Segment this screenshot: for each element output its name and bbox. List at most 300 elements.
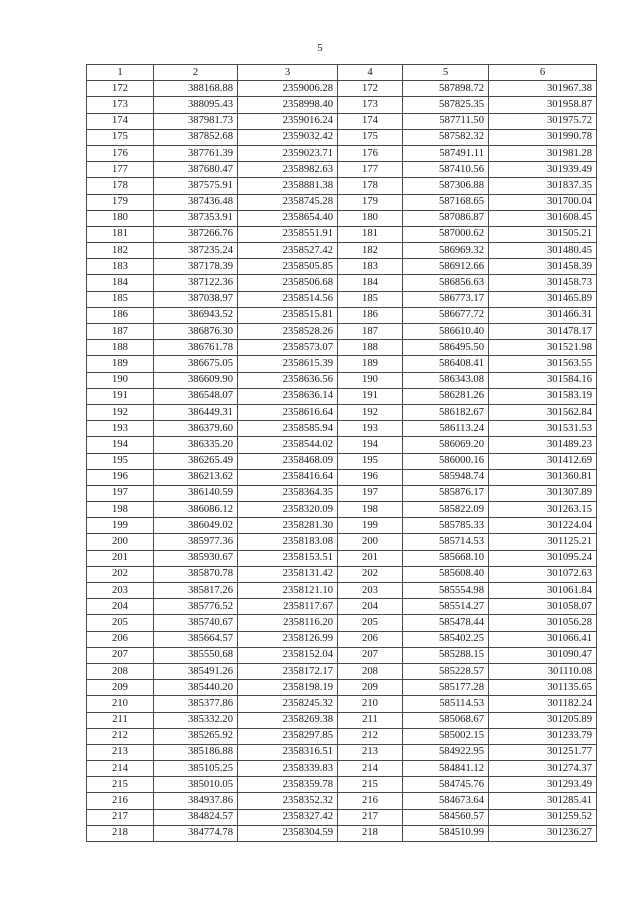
table-cell: 387436.48: [154, 194, 238, 210]
table-cell: 176: [338, 145, 403, 161]
table-cell: 587000.62: [403, 226, 489, 242]
table-cell: 2359006.28: [238, 81, 338, 97]
table-cell: 301205.89: [489, 712, 597, 728]
table-cell: 204: [338, 599, 403, 615]
table-cell: 190: [338, 372, 403, 388]
table-cell: 586495.50: [403, 340, 489, 356]
table-cell: 173: [338, 97, 403, 113]
table-row: [87, 421, 597, 437]
table-cell: 199: [338, 518, 403, 534]
table-cell: 587168.65: [403, 194, 489, 210]
table-cell: 2358327.42: [238, 809, 338, 825]
table-cell: 213: [338, 744, 403, 760]
table-cell: 386213.62: [154, 469, 238, 485]
table-cell: 385186.88: [154, 744, 238, 760]
table-row: [87, 194, 597, 210]
table-row: [87, 469, 597, 485]
table-cell: 585002.15: [403, 728, 489, 744]
table-cell: 189: [338, 356, 403, 372]
table-cell: 388095.43: [154, 97, 238, 113]
table-cell: 586281.26: [403, 388, 489, 404]
table-row: [87, 97, 597, 113]
table-cell: 386876.30: [154, 324, 238, 340]
column-header: 5: [403, 65, 489, 81]
table-cell: 182: [87, 243, 154, 259]
table-cell: 207: [338, 647, 403, 663]
table-cell: 586969.32: [403, 243, 489, 259]
table-row: [87, 275, 597, 291]
table-cell: 184: [338, 275, 403, 291]
table-cell: 585228.57: [403, 663, 489, 679]
table-row: [87, 615, 597, 631]
table-row: [87, 453, 597, 469]
table-cell: 301489.23: [489, 437, 597, 453]
table-cell: 387353.91: [154, 210, 238, 226]
table-row: [87, 113, 597, 129]
table-cell: 386140.59: [154, 485, 238, 501]
table-cell: 176: [87, 145, 154, 161]
table-cell: 386086.12: [154, 502, 238, 518]
table-cell: 198: [87, 502, 154, 518]
table-cell: 585876.17: [403, 485, 489, 501]
table-cell: 587306.88: [403, 178, 489, 194]
table-cell: 386609.90: [154, 372, 238, 388]
table-cell: 301583.19: [489, 388, 597, 404]
table-cell: 2358339.83: [238, 761, 338, 777]
table-cell: 207: [87, 647, 154, 663]
table-row: [87, 324, 597, 340]
table-cell: 301090.47: [489, 647, 597, 663]
table-row: [87, 647, 597, 663]
table-cell: 174: [87, 113, 154, 129]
table-cell: 177: [87, 162, 154, 178]
table-cell: 301412.69: [489, 453, 597, 469]
table-cell: 301251.77: [489, 744, 597, 760]
table-cell: 301135.65: [489, 680, 597, 696]
table-cell: 385332.20: [154, 712, 238, 728]
table-cell: 2358527.42: [238, 243, 338, 259]
table-cell: 301066.41: [489, 631, 597, 647]
table-cell: 2358515.81: [238, 307, 338, 323]
table-row: [87, 243, 597, 259]
table-cell: 587086.87: [403, 210, 489, 226]
table-cell: 2358245.32: [238, 696, 338, 712]
table-row: [87, 291, 597, 307]
table-cell: 301584.16: [489, 372, 597, 388]
table-row: [87, 259, 597, 275]
table-cell: 584745.76: [403, 777, 489, 793]
table-cell: 386943.52: [154, 307, 238, 323]
table-cell: 2358551.91: [238, 226, 338, 242]
table-row: [87, 744, 597, 760]
table-cell: 181: [338, 226, 403, 242]
table-cell: 385265.92: [154, 728, 238, 744]
table-cell: 301608.45: [489, 210, 597, 226]
table-row: [87, 226, 597, 242]
table-cell: 216: [87, 793, 154, 809]
table-cell: 587410.56: [403, 162, 489, 178]
table-row: [87, 825, 597, 841]
table-cell: 218: [87, 825, 154, 841]
table-cell: 301531.53: [489, 421, 597, 437]
table-cell: 387122.36: [154, 275, 238, 291]
table-cell: 204: [87, 599, 154, 615]
table-cell: 193: [338, 421, 403, 437]
table-row: [87, 356, 597, 372]
table-row: [87, 388, 597, 404]
table-cell: 585114.53: [403, 696, 489, 712]
table-cell: 2359023.71: [238, 145, 338, 161]
table-cell: 301182.24: [489, 696, 597, 712]
table-cell: 585554.98: [403, 583, 489, 599]
column-header: 4: [338, 65, 403, 81]
table-row: [87, 793, 597, 809]
table-cell: 385870.78: [154, 566, 238, 582]
table-cell: 181: [87, 226, 154, 242]
table-cell: 174: [338, 113, 403, 129]
table-cell: 586773.17: [403, 291, 489, 307]
table-cell: 206: [338, 631, 403, 647]
table-header-row: [87, 65, 597, 81]
table-cell: 2358198.19: [238, 680, 338, 696]
table-cell: 586856.63: [403, 275, 489, 291]
table-cell: 584510.99: [403, 825, 489, 841]
table-cell: 2358152.04: [238, 647, 338, 663]
table-row: [87, 583, 597, 599]
table-cell: 301458.39: [489, 259, 597, 275]
table-cell: 386379.60: [154, 421, 238, 437]
table-row: [87, 663, 597, 679]
table-cell: 2358998.40: [238, 97, 338, 113]
table-cell: 2358615.39: [238, 356, 338, 372]
table-cell: 586000.16: [403, 453, 489, 469]
table-cell: 194: [87, 437, 154, 453]
table-cell: 188: [87, 340, 154, 356]
table-row: [87, 518, 597, 534]
table-row: [87, 566, 597, 582]
table-cell: 2358616.64: [238, 404, 338, 420]
table-cell: 587582.32: [403, 129, 489, 145]
table-cell: 193: [87, 421, 154, 437]
table-cell: 586408.41: [403, 356, 489, 372]
table-cell: 584560.57: [403, 809, 489, 825]
table-cell: 2358573.07: [238, 340, 338, 356]
table-cell: 195: [338, 453, 403, 469]
table-cell: 211: [338, 712, 403, 728]
table-row: [87, 502, 597, 518]
table-row: [87, 534, 597, 550]
table-cell: 2358982.63: [238, 162, 338, 178]
table-cell: 2358364.35: [238, 485, 338, 501]
table-row: [87, 761, 597, 777]
table-cell: 189: [87, 356, 154, 372]
table-cell: 301521.98: [489, 340, 597, 356]
table-cell: 2358468.09: [238, 453, 338, 469]
table-cell: 301458.73: [489, 275, 597, 291]
table-cell: 385010.05: [154, 777, 238, 793]
table-cell: 387266.76: [154, 226, 238, 242]
table-cell: 2358131.42: [238, 566, 338, 582]
table-row: [87, 712, 597, 728]
table-cell: 196: [87, 469, 154, 485]
table-row: [87, 404, 597, 420]
table-cell: 215: [87, 777, 154, 793]
table-row: [87, 680, 597, 696]
table-cell: 208: [338, 663, 403, 679]
table-cell: 2358654.40: [238, 210, 338, 226]
table-cell: 388168.88: [154, 81, 238, 97]
table-cell: 202: [87, 566, 154, 582]
table-cell: 211: [87, 712, 154, 728]
table-cell: 203: [338, 583, 403, 599]
table-cell: 301233.79: [489, 728, 597, 744]
table-cell: 2358359.78: [238, 777, 338, 793]
table-row: [87, 129, 597, 145]
table-cell: 301981.28: [489, 145, 597, 161]
table-cell: 2358505.85: [238, 259, 338, 275]
table-cell: 218: [338, 825, 403, 841]
table-cell: 185: [87, 291, 154, 307]
table-cell: 587711.50: [403, 113, 489, 129]
table-cell: 179: [87, 194, 154, 210]
table-cell: 195: [87, 453, 154, 469]
table-cell: 387235.24: [154, 243, 238, 259]
table-cell: 186: [87, 307, 154, 323]
table-cell: 301480.45: [489, 243, 597, 259]
table-cell: 387852.68: [154, 129, 238, 145]
column-header: 3: [238, 65, 338, 81]
table-cell: 301990.78: [489, 129, 597, 145]
page-number: 5: [317, 42, 323, 54]
table-row: [87, 437, 597, 453]
table-cell: 301293.49: [489, 777, 597, 793]
table-cell: 188: [338, 340, 403, 356]
table-cell: 192: [87, 404, 154, 420]
table-cell: 2358528.26: [238, 324, 338, 340]
table-cell: 210: [338, 696, 403, 712]
table-cell: 585822.09: [403, 502, 489, 518]
table-cell: 301939.49: [489, 162, 597, 178]
table-cell: 586610.40: [403, 324, 489, 340]
table-cell: 587898.72: [403, 81, 489, 97]
table-cell: 2358172.17: [238, 663, 338, 679]
table-cell: 386548.07: [154, 388, 238, 404]
table-cell: 179: [338, 194, 403, 210]
table-cell: 2359016.24: [238, 113, 338, 129]
table-cell: 2358153.51: [238, 550, 338, 566]
table-cell: 385491.26: [154, 663, 238, 679]
table-cell: 385776.52: [154, 599, 238, 615]
table-cell: 187: [87, 324, 154, 340]
table-cell: 206: [87, 631, 154, 647]
table-cell: 200: [338, 534, 403, 550]
table-cell: 301125.21: [489, 534, 597, 550]
table-cell: 301061.84: [489, 583, 597, 599]
table-cell: 2358126.99: [238, 631, 338, 647]
table-cell: 183: [87, 259, 154, 275]
table-cell: 385977.36: [154, 534, 238, 550]
table-cell: 2358636.14: [238, 388, 338, 404]
table-cell: 301236.27: [489, 825, 597, 841]
table-cell: 2358320.09: [238, 502, 338, 518]
table-cell: 586343.08: [403, 372, 489, 388]
table-cell: 301263.15: [489, 502, 597, 518]
table-cell: 385377.86: [154, 696, 238, 712]
table-cell: 586182.67: [403, 404, 489, 420]
table-cell: 385817.26: [154, 583, 238, 599]
table-cell: 384937.86: [154, 793, 238, 809]
table-cell: 178: [87, 178, 154, 194]
table-cell: 385740.67: [154, 615, 238, 631]
table-cell: 386265.49: [154, 453, 238, 469]
table-cell: 2358506.68: [238, 275, 338, 291]
table-cell: 190: [87, 372, 154, 388]
table-cell: 196: [338, 469, 403, 485]
table-cell: 2358352.32: [238, 793, 338, 809]
table-cell: 301307.89: [489, 485, 597, 501]
table-cell: 2359032.42: [238, 129, 338, 145]
table-cell: 175: [338, 129, 403, 145]
table-cell: 584922.95: [403, 744, 489, 760]
table-row: [87, 145, 597, 161]
table-row: [87, 631, 597, 647]
table-row: [87, 307, 597, 323]
table-cell: 2358636.56: [238, 372, 338, 388]
table-cell: 215: [338, 777, 403, 793]
column-header: 1: [87, 65, 154, 81]
table-cell: 175: [87, 129, 154, 145]
table-cell: 180: [338, 210, 403, 226]
table-cell: 213: [87, 744, 154, 760]
table-cell: 217: [87, 809, 154, 825]
table-cell: 200: [87, 534, 154, 550]
table-cell: 585068.67: [403, 712, 489, 728]
table-cell: 205: [87, 615, 154, 631]
table-cell: 385550.68: [154, 647, 238, 663]
table-cell: 216: [338, 793, 403, 809]
table-cell: 384774.78: [154, 825, 238, 841]
table-cell: 386335.20: [154, 437, 238, 453]
table-cell: 385664.57: [154, 631, 238, 647]
table-cell: 210: [87, 696, 154, 712]
table-cell: 197: [87, 485, 154, 501]
table-cell: 585288.15: [403, 647, 489, 663]
table-cell: 301360.81: [489, 469, 597, 485]
table-cell: 2358881.38: [238, 178, 338, 194]
table-cell: 184: [87, 275, 154, 291]
table-cell: 172: [338, 81, 403, 97]
table-cell: 585402.25: [403, 631, 489, 647]
table-cell: 385930.67: [154, 550, 238, 566]
table-cell: 212: [87, 728, 154, 744]
table-cell: 586677.72: [403, 307, 489, 323]
table-cell: 2358514.56: [238, 291, 338, 307]
table-cell: 172: [87, 81, 154, 97]
table-cell: 209: [87, 680, 154, 696]
table-cell: 202: [338, 566, 403, 582]
table-cell: 384824.57: [154, 809, 238, 825]
table-cell: 201: [87, 550, 154, 566]
table-cell: 301224.04: [489, 518, 597, 534]
table-row: [87, 599, 597, 615]
table-cell: 386675.05: [154, 356, 238, 372]
table-cell: 301967.38: [489, 81, 597, 97]
table-row: [87, 81, 597, 97]
table-row: [87, 162, 597, 178]
table-row: [87, 210, 597, 226]
table-cell: 586912.66: [403, 259, 489, 275]
table-cell: 585514.27: [403, 599, 489, 615]
table-cell: 387178.39: [154, 259, 238, 275]
table-cell: 301505.21: [489, 226, 597, 242]
table-row: [87, 777, 597, 793]
table-cell: 301700.04: [489, 194, 597, 210]
table-cell: 2358304.59: [238, 825, 338, 841]
table-row: [87, 485, 597, 501]
table-cell: 192: [338, 404, 403, 420]
table-cell: 585668.10: [403, 550, 489, 566]
table-cell: 585714.53: [403, 534, 489, 550]
table-cell: 209: [338, 680, 403, 696]
table-cell: 387038.97: [154, 291, 238, 307]
table-cell: 185: [338, 291, 403, 307]
table-cell: 194: [338, 437, 403, 453]
table-cell: 199: [87, 518, 154, 534]
table-cell: 197: [338, 485, 403, 501]
column-header: 2: [154, 65, 238, 81]
table-cell: 301058.07: [489, 599, 597, 615]
table-cell: 585608.40: [403, 566, 489, 582]
table-cell: 301072.63: [489, 566, 597, 582]
table-cell: 191: [87, 388, 154, 404]
table-row: [87, 696, 597, 712]
table-cell: 2358269.38: [238, 712, 338, 728]
table-cell: 387680.47: [154, 162, 238, 178]
table-cell: 587825.35: [403, 97, 489, 113]
table-cell: 180: [87, 210, 154, 226]
table-row: [87, 372, 597, 388]
table-cell: 301837.35: [489, 178, 597, 194]
table-body: [87, 81, 597, 842]
table-cell: 177: [338, 162, 403, 178]
table-cell: 214: [87, 761, 154, 777]
table-cell: 301466.31: [489, 307, 597, 323]
table-cell: 585948.74: [403, 469, 489, 485]
table-cell: 301056.28: [489, 615, 597, 631]
table-cell: 2358585.94: [238, 421, 338, 437]
table-row: [87, 340, 597, 356]
table-cell: 301285.41: [489, 793, 597, 809]
table-cell: 301958.87: [489, 97, 597, 113]
table-cell: 585785.33: [403, 518, 489, 534]
table-cell: 2358297.85: [238, 728, 338, 744]
table-cell: 2358745.28: [238, 194, 338, 210]
table-cell: 387981.73: [154, 113, 238, 129]
table-cell: 203: [87, 583, 154, 599]
table-cell: 587491.11: [403, 145, 489, 161]
table-cell: 387761.39: [154, 145, 238, 161]
table-cell: 191: [338, 388, 403, 404]
table-cell: 214: [338, 761, 403, 777]
table-cell: 2358416.64: [238, 469, 338, 485]
table-cell: 187: [338, 324, 403, 340]
table-cell: 585177.28: [403, 680, 489, 696]
table-cell: 208: [87, 663, 154, 679]
table-cell: 301465.89: [489, 291, 597, 307]
table-cell: 301095.24: [489, 550, 597, 566]
table-cell: 2358281.30: [238, 518, 338, 534]
table-cell: 301259.52: [489, 809, 597, 825]
